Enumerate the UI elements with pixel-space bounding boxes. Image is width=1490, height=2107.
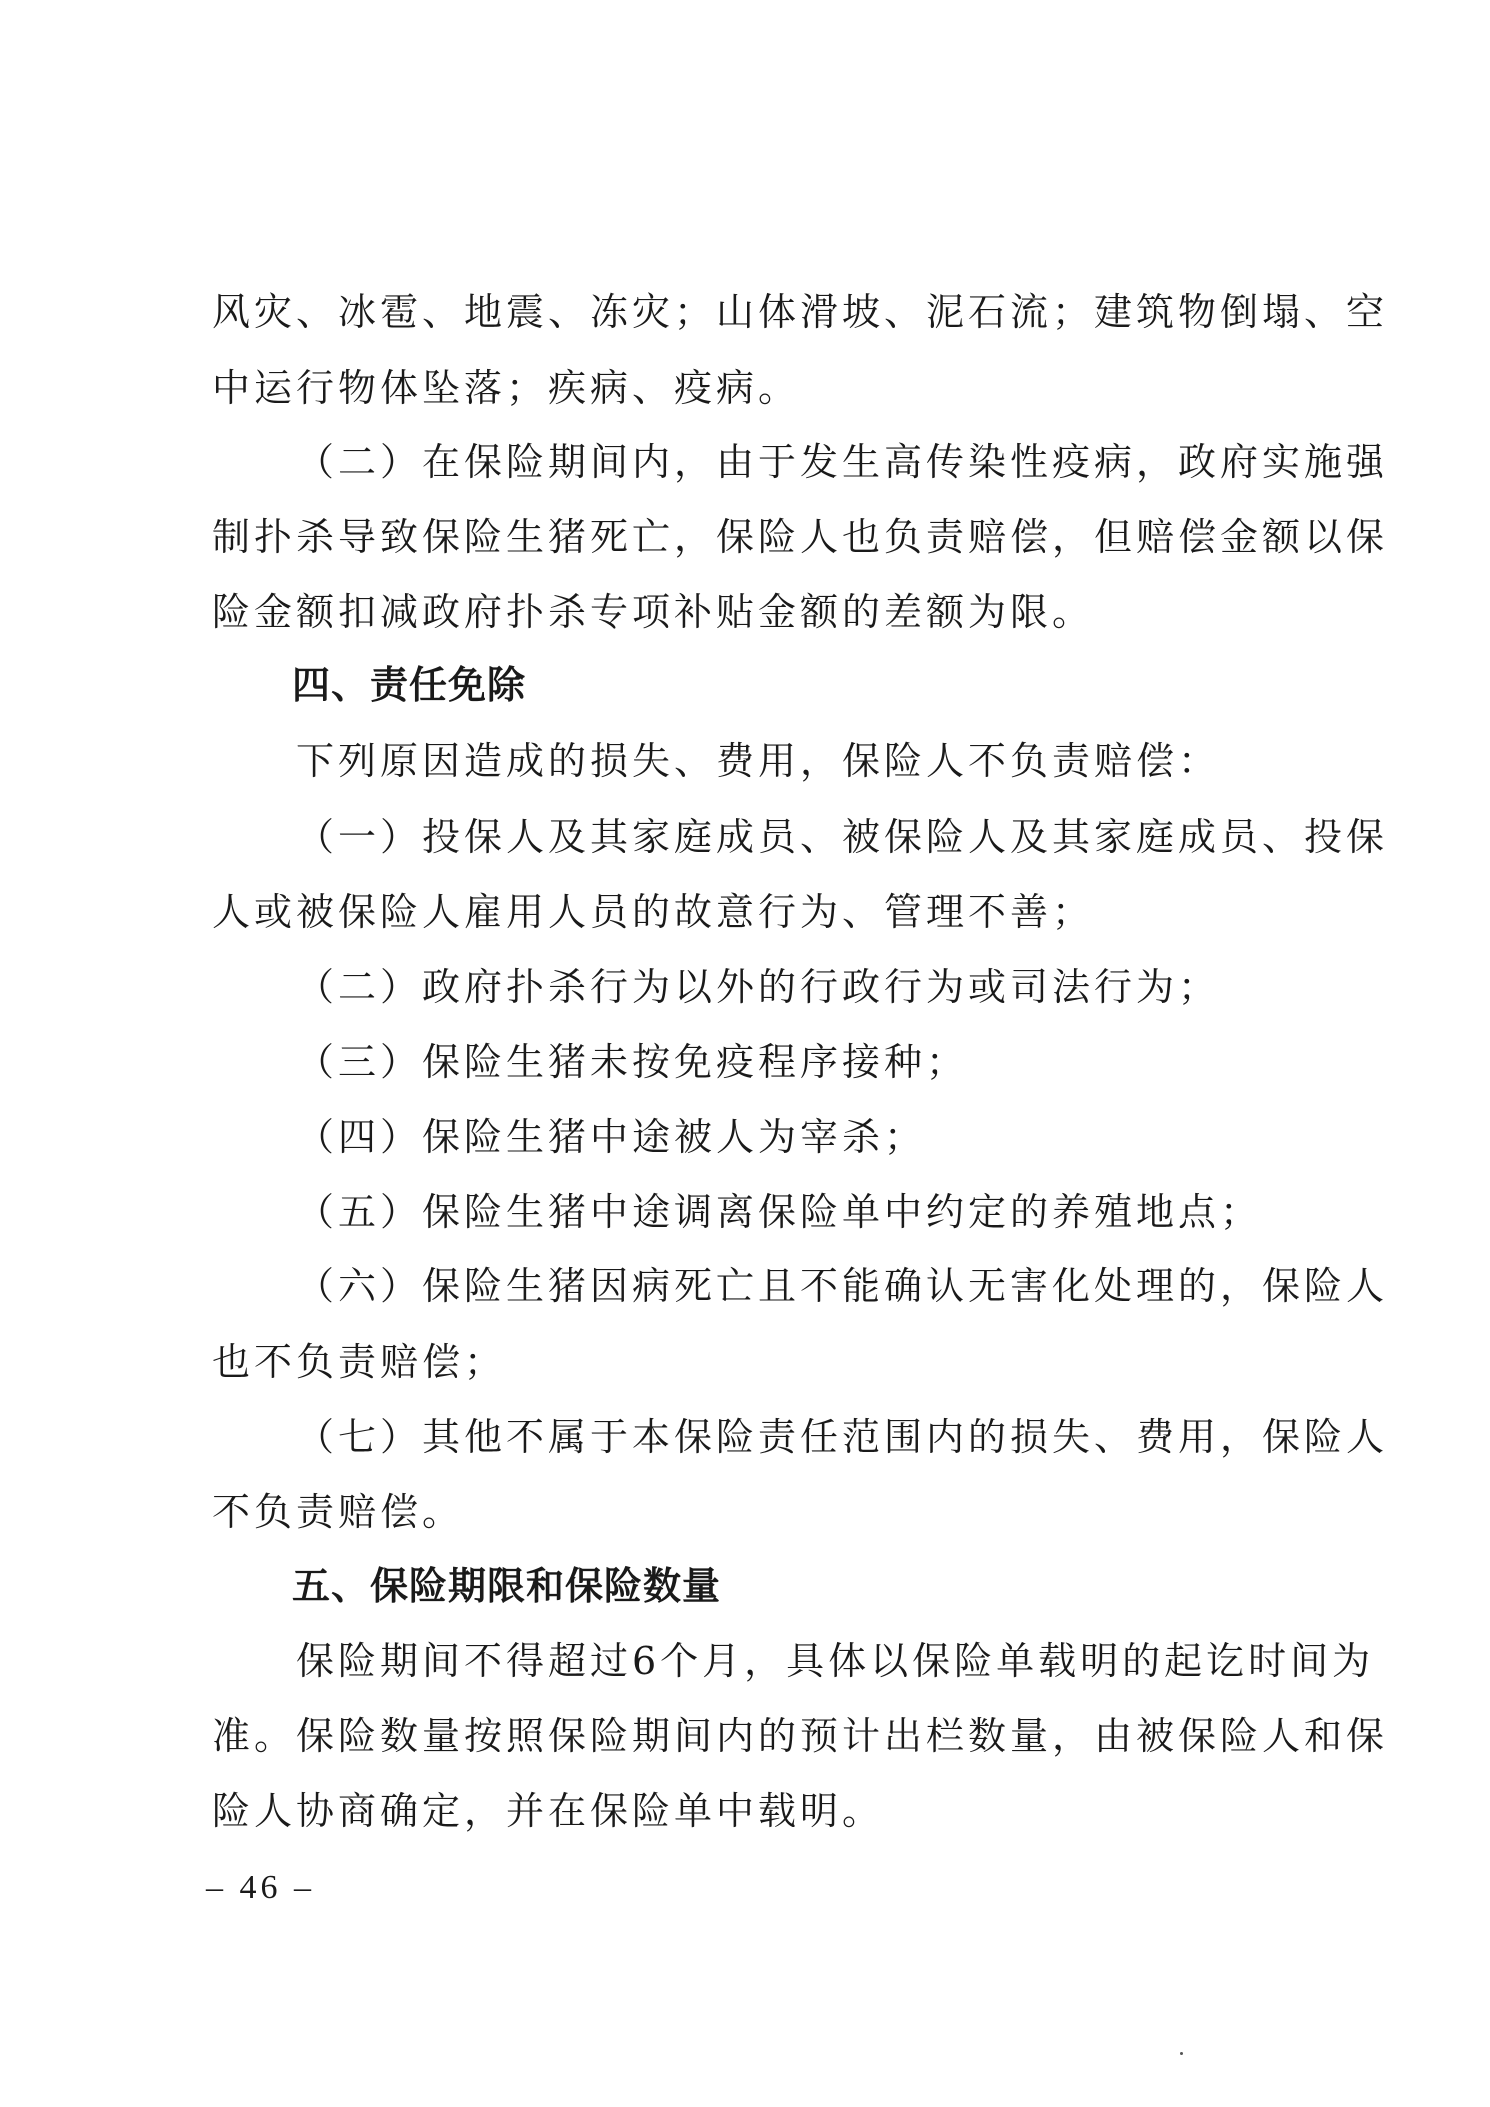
body-line: 保险期间不得超过6个月，具体以保险单载明的起讫时间为 xyxy=(296,1639,1375,1683)
body-line: 险金额扣减政府扑杀专项补贴金额的差额为限。 xyxy=(212,590,1095,634)
section-heading: 五、保险期限和保险数量 xyxy=(292,1564,722,1608)
body-line: （一）投保人及其家庭成员、被保险人及其家庭成员、投保 xyxy=(296,815,1389,859)
body-line: 人或被保险人雇用人员的故意行为、管理不善； xyxy=(212,890,1095,934)
body-line: 也不负责赔偿； xyxy=(212,1340,507,1384)
body-line: 险人协商确定，并在保险单中载明。 xyxy=(212,1789,885,1833)
body-line: （三）保险生猪未按免疫程序接种； xyxy=(296,1040,969,1084)
body-line: 中运行物体坠落；疾病、疫病。 xyxy=(212,366,801,410)
page-number: – 46 – xyxy=(206,1869,315,1906)
body-line: 不负责赔偿。 xyxy=(212,1490,465,1534)
body-line: （五）保险生猪中途调离保险单中约定的养殖地点； xyxy=(296,1190,1263,1234)
body-line: （二）在保险期间内，由于发生高传染性疫病，政府实施强 xyxy=(296,440,1389,484)
body-line: 制扑杀导致保险生猪死亡，保险人也负责赔偿，但赔偿金额以保 xyxy=(212,515,1389,559)
body-line: 准。保险数量按照保险期间内的预计出栏数量，由被保险人和保 xyxy=(212,1714,1389,1758)
body-line: （六）保险生猪因病死亡且不能确认无害化处理的，保险人 xyxy=(296,1264,1389,1308)
body-line: 风灾、冰雹、地震、冻灾；山体滑坡、泥石流；建筑物倒塌、空 xyxy=(212,290,1389,334)
body-line: 下列原因造成的损失、费用，保险人不负责赔偿： xyxy=(296,739,1221,783)
scan-artifact xyxy=(1180,2052,1183,2055)
section-heading: 四、责任免除 xyxy=(292,663,527,707)
body-line: （四）保险生猪中途被人为宰杀； xyxy=(296,1115,927,1159)
body-line: （二）政府扑杀行为以外的行政行为或司法行为； xyxy=(296,965,1221,1009)
body-line: （七）其他不属于本保险责任范围内的损失、费用，保险人 xyxy=(296,1415,1389,1459)
